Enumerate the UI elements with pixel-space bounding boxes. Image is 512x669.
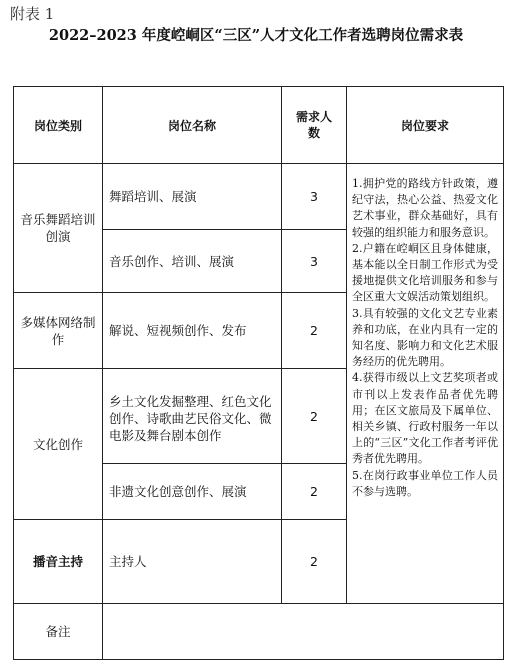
position-cell: 非遗文化创意创作、展演 [103, 464, 282, 520]
remarks-value [103, 604, 504, 660]
category-cell: 播音主持 [14, 520, 103, 604]
header-count: 需求人数 [282, 87, 347, 164]
requirement-item: 2.户籍在崆峒区且身体健康，基本能以全日制工作形式为受援地提供文化培训服务和参与全区重大文娱活动策划组织。 [352, 241, 498, 304]
requirement-item: 4.获得市级以上文艺奖项者或市刊以上发表作品者优先聘用；在区文旅局及下属单位、相关乡镇、行政村服务一年以上的“三区”文化工作者考评优秀者优先聘用。 [352, 371, 498, 466]
count-cell: 2 [282, 464, 347, 520]
appendix-label: 附表 1 [10, 5, 55, 23]
count-cell: 2 [282, 369, 347, 464]
position-cell: 舞蹈培训、展演 [103, 164, 282, 230]
header-category: 岗位类别 [14, 87, 103, 164]
position-cell: 解说、短视频创作、发布 [103, 293, 282, 369]
remarks-row [14, 604, 504, 660]
count-cell: 3 [282, 230, 347, 293]
requirement-item: 3.具有较强的文化文艺专业素养和功底，在业内具有一定的知名度、影响力和文化艺术服务经历的优先聘用。 [352, 306, 498, 369]
position-cell: 主持人 [103, 520, 282, 604]
header-requirements: 岗位要求 [347, 87, 504, 164]
count-cell: 2 [282, 293, 347, 369]
position-cell: 音乐创作、培训、展演 [103, 230, 282, 293]
category-cell: 音乐舞蹈培训创演 [14, 164, 103, 293]
requirement-item: 5.在岗行政事业单位工作人员不参与选聘。 [352, 468, 498, 498]
position-cell: 乡土文化发掘整理、红色文化创作、诗歌曲艺民俗文化、微电影及舞台剧本创作 [103, 369, 282, 464]
category-cell: 文化创作 [14, 369, 103, 520]
count-cell: 2 [282, 520, 347, 604]
header-position: 岗位名称 [103, 87, 282, 164]
remarks-label: 备注 [14, 604, 103, 660]
count-cell: 3 [282, 164, 347, 230]
category-cell: 多媒体网络制作 [14, 293, 103, 369]
table-header-row [14, 87, 504, 164]
page-title: 2022–2023 年度崆峒区“三区”人才文化工作者选聘岗位需求表 [48, 27, 464, 44]
table-row [14, 164, 504, 230]
positions-table [13, 86, 504, 660]
requirement-item: 1.拥护党的路线方针政策，遵纪守法，热心公益、热爱文化艺术事业，群众基础好，具有较强的组织能力和服务意识。 [352, 177, 498, 239]
requirements-cell [347, 164, 504, 604]
